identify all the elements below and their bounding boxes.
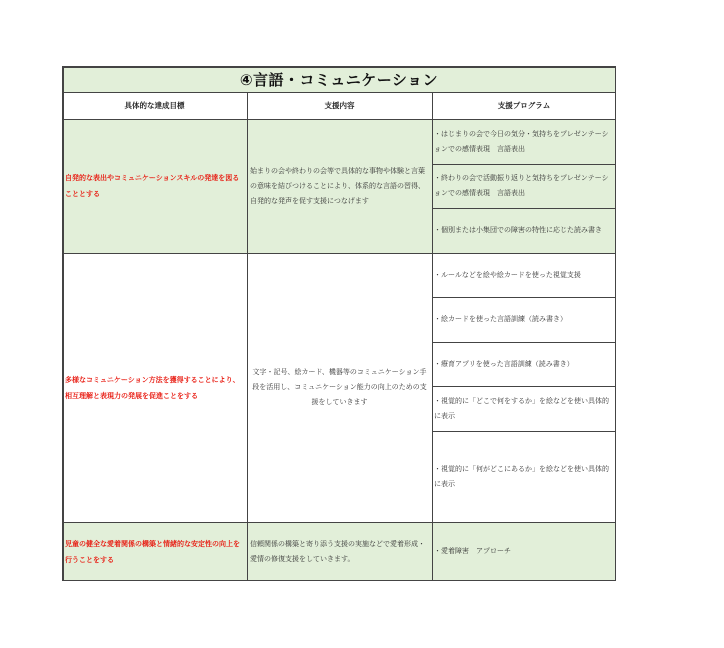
table-title: ④言語・コミュニケーション [239, 70, 439, 89]
row-3-content: 信頼関係の構築と寄り添う支援の実施などで愛着形成・愛情の修復支援をしていきます。 [250, 539, 425, 563]
row-1-goal: 自発的な表出やコミュニケーションスキルの発達を図ることとする [65, 174, 240, 198]
row-2-program-1: ・ルールなどを絵や絵カードを使った視覚支援 [434, 270, 581, 279]
header-goal: 具体的な達成目標 [124, 101, 185, 110]
row-2-program-3: ・療育アプリを使った言語訓練（読み書き） [434, 359, 574, 368]
row-2-content: 文字・記号、絵カード、機器等のコミュニケーション手段を活用し、コミュニケーション能力の向上のための支援をしていきます [252, 368, 427, 406]
header-content: 支援内容 [324, 101, 355, 110]
row-2-program-5: ・視覚的に「何がどこにあるか」を絵などを使い具体的に表示 [434, 464, 609, 488]
row-3-goal: 児童の健全な愛着関係の構築と情緒的な安定性の向上を行うことをする [65, 539, 240, 564]
row-1-content: 始まりの会や終わりの会等で具体的な事物や体験と言葉の意味を結びつけることにより、体系的な言語の習得、自発的な発声を促す支援につなげます [250, 166, 425, 205]
row-1-program-2: ・終わりの会で活動振り返りと気持ちをプレゼンテーションでの感情表現 言語表出 [434, 174, 609, 197]
border-right [615, 66, 617, 581]
divider-row-1 [62, 253, 616, 254]
header-program: 支援プログラム [497, 101, 551, 110]
row-2-program-4: ・視覚的に「どこで何をするか」を絵などを使い具体的に表示 [434, 396, 609, 420]
row-3-program-1: ・愛着障害 アプローチ [434, 547, 511, 555]
border-bottom [62, 580, 616, 582]
row-2-goal: 多様なコミュニケーション方法を獲得することにより、相互理解と表現力の発展を促進ことをする [65, 375, 240, 400]
border-top [62, 66, 616, 68]
divider-program [432, 208, 616, 209]
divider-header [62, 119, 616, 120]
divider-row-2 [62, 522, 616, 523]
border-left [62, 66, 64, 581]
divider-program [432, 297, 616, 298]
divider-program [432, 431, 616, 432]
divider-title [62, 92, 616, 93]
row-1-program-1: ・はじまりの会で今日の気分・気持ちをプレゼンテーションでの感情表現 言語表出 [434, 129, 609, 153]
support-program-table [62, 66, 616, 581]
divider-program [432, 386, 616, 387]
row-1-program-3: ・個別または小集団での障害の特性に応じた読み書き [434, 226, 602, 234]
divider-program [432, 342, 616, 343]
divider-col-1 [247, 92, 248, 581]
divider-col-2 [432, 92, 433, 581]
divider-program [432, 164, 616, 165]
row-2-program-2: ・絵カードを使った言語訓練（読み書き） [434, 315, 567, 323]
